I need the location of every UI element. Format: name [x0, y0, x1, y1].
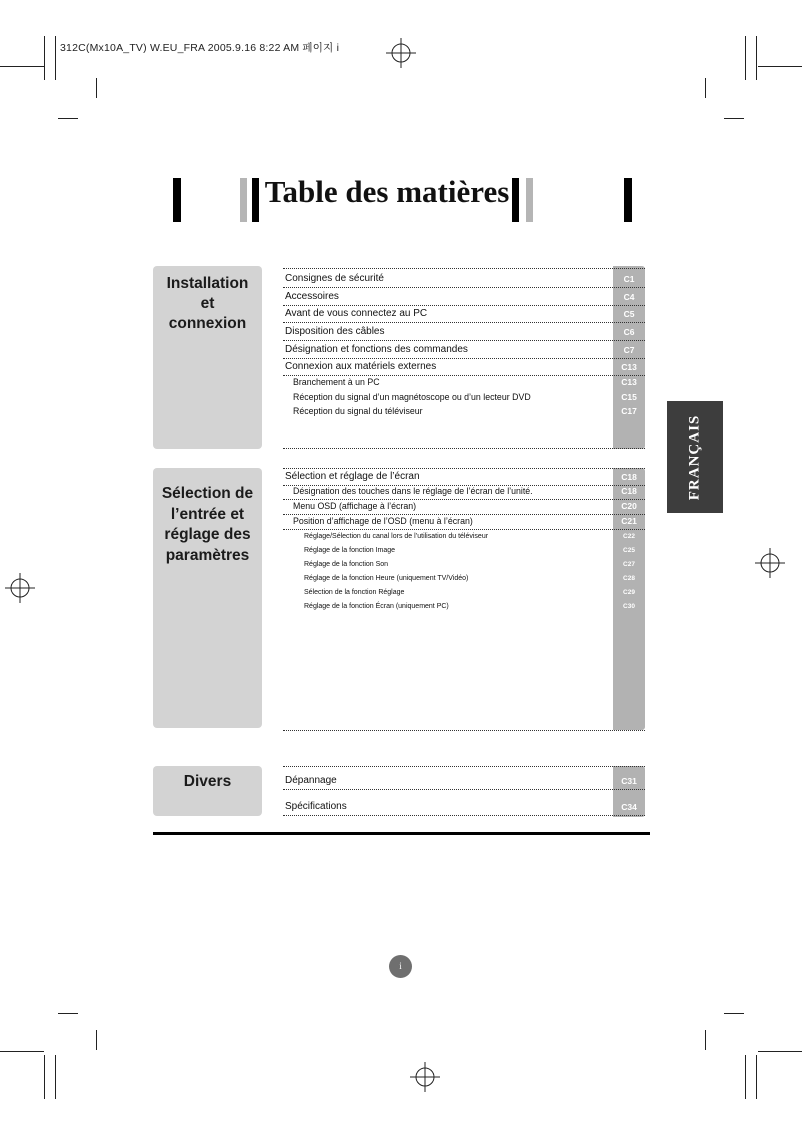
page-title: Table des matières [264, 174, 510, 209]
toc-subentry[interactable]: Branchement à un PC C13 [293, 377, 637, 387]
bottom-rule [153, 832, 650, 835]
toc-entry[interactable]: Spécifications C34 [283, 790, 645, 816]
section-label-divers: Divers [153, 766, 262, 816]
toc-subsubentry[interactable]: Réglage de la fonction Heure (uniquement TV/Vidéo) C28 [304, 575, 635, 582]
toc-subsubentry[interactable]: Réglage de la fonction Son C27 [304, 561, 635, 568]
toc-subentry[interactable]: Menu OSD (affichage à l’écran) C20 [283, 500, 645, 515]
registration-mark-icon [410, 1062, 440, 1092]
toc-entry[interactable]: Désignation et fonctions des commandes C7 [283, 341, 645, 359]
toc-entry[interactable]: Sélection et réglage de l’écran C18 [283, 469, 645, 486]
section-label-selection: Sélection de l’entrée et réglage des paramètres [153, 468, 262, 728]
toc-subsubentry[interactable]: Réglage de la fonction Image C25 [304, 547, 635, 554]
toc-entry[interactable]: Disposition des câbles C6 [283, 323, 645, 341]
toc-subsubentry[interactable]: Réglage/Sélection du canal lors de l’utilisation du téléviseur C22 [304, 533, 635, 540]
registration-mark-icon [386, 38, 416, 68]
toc-entry[interactable]: Avant de vous connectez au PC C5 [283, 306, 645, 323]
toc-entry[interactable]: Connexion aux matériels externes C13 [283, 359, 645, 376]
toc-subsubentry[interactable]: Réglage de la fonction Écran (uniquement PC) C30 [304, 603, 635, 610]
toc-subsubentry[interactable]: Sélection de la fonction Réglage C29 [304, 589, 635, 596]
page-number-badge: i [389, 955, 412, 978]
toc-entry[interactable]: Accessoires C4 [283, 288, 645, 306]
toc-subentry[interactable]: Réception du signal d’un magnétoscope ou d’un lecteur DVD C15 [293, 392, 637, 402]
section-label-installation: Installation et connexion [153, 266, 262, 449]
toc-entry[interactable]: Consignes de sécurité C1 [283, 269, 645, 288]
toc-subentry[interactable]: Désignation des touches dans le réglage de l’écran de l’unité. C18 [283, 486, 645, 500]
registration-mark-icon [755, 548, 785, 578]
toc-subentry[interactable]: Réception du signal du téléviseur C17 [293, 406, 637, 416]
registration-mark-icon [5, 573, 35, 603]
print-header: 312C(Mx10A_TV) W.EU_FRA 2005.9.16 8:22 AM 페이지 i [60, 42, 340, 54]
toc-subentry[interactable]: Position d’affichage de l’OSD (menu à l’écran) C21 [283, 515, 645, 530]
toc-entry[interactable]: Dépannage C31 [283, 767, 645, 790]
language-tab-label: FRANÇAIS [686, 414, 703, 500]
